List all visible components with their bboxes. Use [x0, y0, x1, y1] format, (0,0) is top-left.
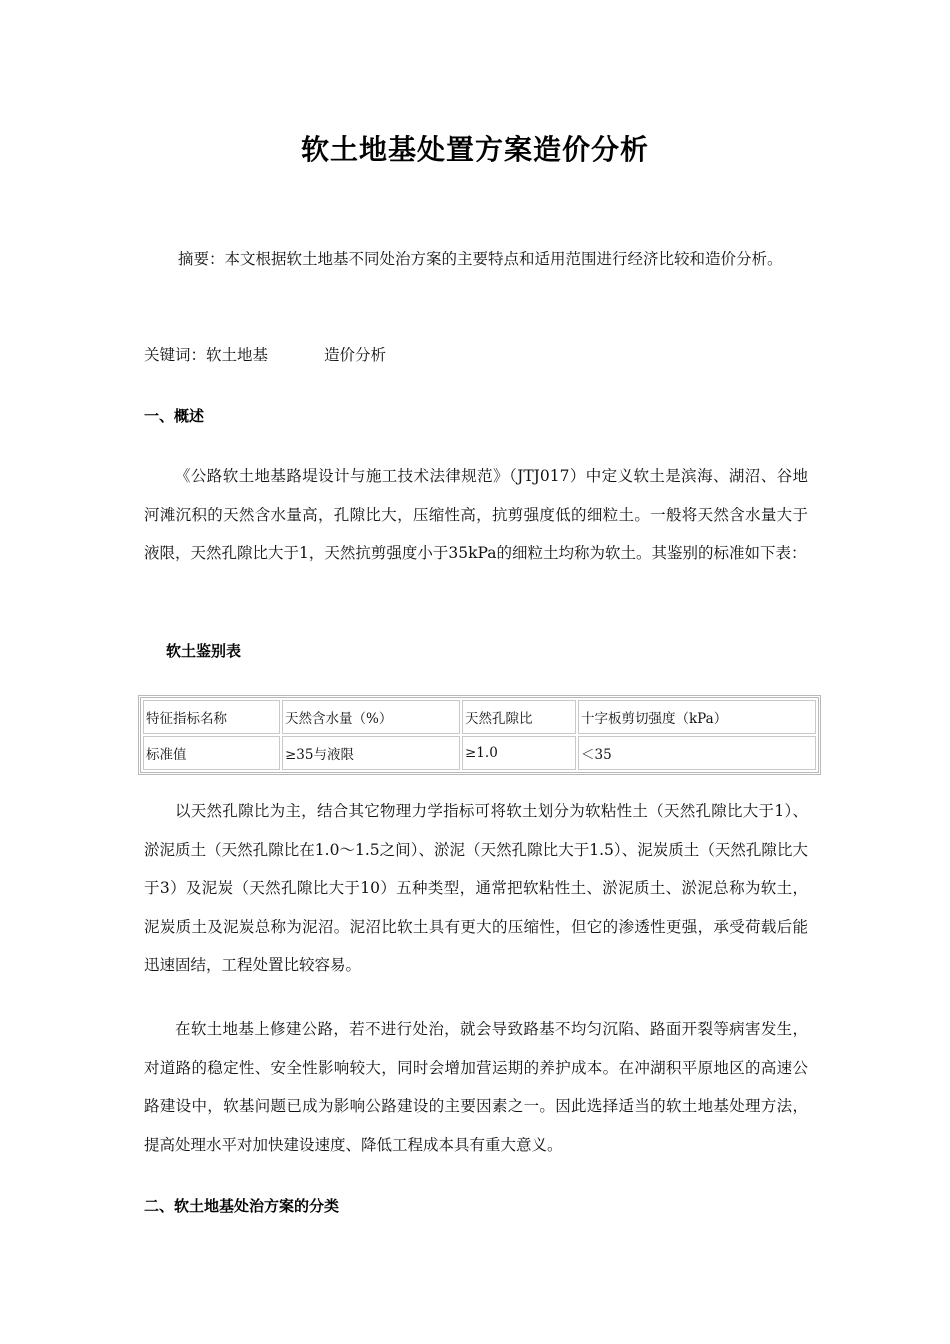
keyword-2: 造价分析 — [324, 346, 387, 364]
section-1-paragraph-3: 在软土地基上修建公路，若不进行处治，就会导致路基不均匀沉陷、路面开裂等病害发生，对道路的稳定性、安全性影响较大，同时会增加营运期的养护成本。在冲湖积平原地区的高速公路建设中，软基问题已成为影响公路建设的主要因素之一。因此选择适当的软土地基处理方法，提高处理水平对加快建设速度、降低工程成本具有重大意义。 — [144, 1020, 808, 1154]
table-cell: ＜35 — [578, 736, 816, 770]
soft-soil-table — [138, 695, 821, 775]
keyword-1: 软土地基 — [206, 346, 269, 364]
table-cell: ≥35与液限 — [282, 736, 460, 770]
section-2-heading: 二、软土地基处治方案的分类 — [144, 1197, 340, 1215]
section-1-heading: 一、概述 — [144, 407, 205, 425]
section-1-paragraph-1: 《公路软土地基路堤设计与施工技术法律规范》（JTJ017）中定义软土是滨海、湖沼、谷地河滩沉积的天然含水量高，孔隙比大，压缩性高，抗剪强度低的细粒土。一般将天然含水量大于液限，天然孔隙比大于1，天然抗剪强度小于35kPa的细粒土均称为软土。其鉴别的标准如下表： — [144, 467, 808, 562]
document-title: 软土地基处置方案造价分析 — [300, 133, 649, 166]
table-row — [143, 736, 816, 770]
table-cell: 标准值 — [143, 736, 280, 770]
table-cell: ≥1.0 — [462, 736, 576, 770]
table-header-cell: 天然含水量（%） — [282, 700, 460, 734]
keywords-label: 关键词： — [144, 346, 207, 364]
table-header-cell: 十字板剪切强度（kPa） — [578, 700, 816, 734]
section-1-paragraph-2: 以天然孔隙比为主，结合其它物理力学指标可将软土划分为软粘性土（天然孔隙比大于1）、淤泥质土（天然孔隙比在1.0～1.5之间）、淤泥（天然孔隙比大于1.5）、泥炭质土（天然孔隙比大于3）及泥炭（天然孔隙比大于10）五种类型，通常把软粘性土、淤泥质土、淤泥总称为软土，泥炭质土及泥炭总称为泥沼。泥沼比软土具有更大的压缩性，但它的渗透性更强，承受荷载后能迅速固结，工程处置比较容易。 — [144, 802, 808, 974]
table-header-cell: 特征指标名称 — [143, 700, 280, 734]
abstract-paragraph: 摘要：本文根据软土地基不同处治方案的主要特点和适用范围进行经济比较和造价分析。 — [178, 250, 783, 268]
keywords-line — [144, 343, 386, 365]
table-header-cell: 天然孔隙比 — [462, 700, 576, 734]
table-caption: 软土鉴别表 — [166, 642, 242, 660]
table-header-row — [143, 700, 816, 734]
